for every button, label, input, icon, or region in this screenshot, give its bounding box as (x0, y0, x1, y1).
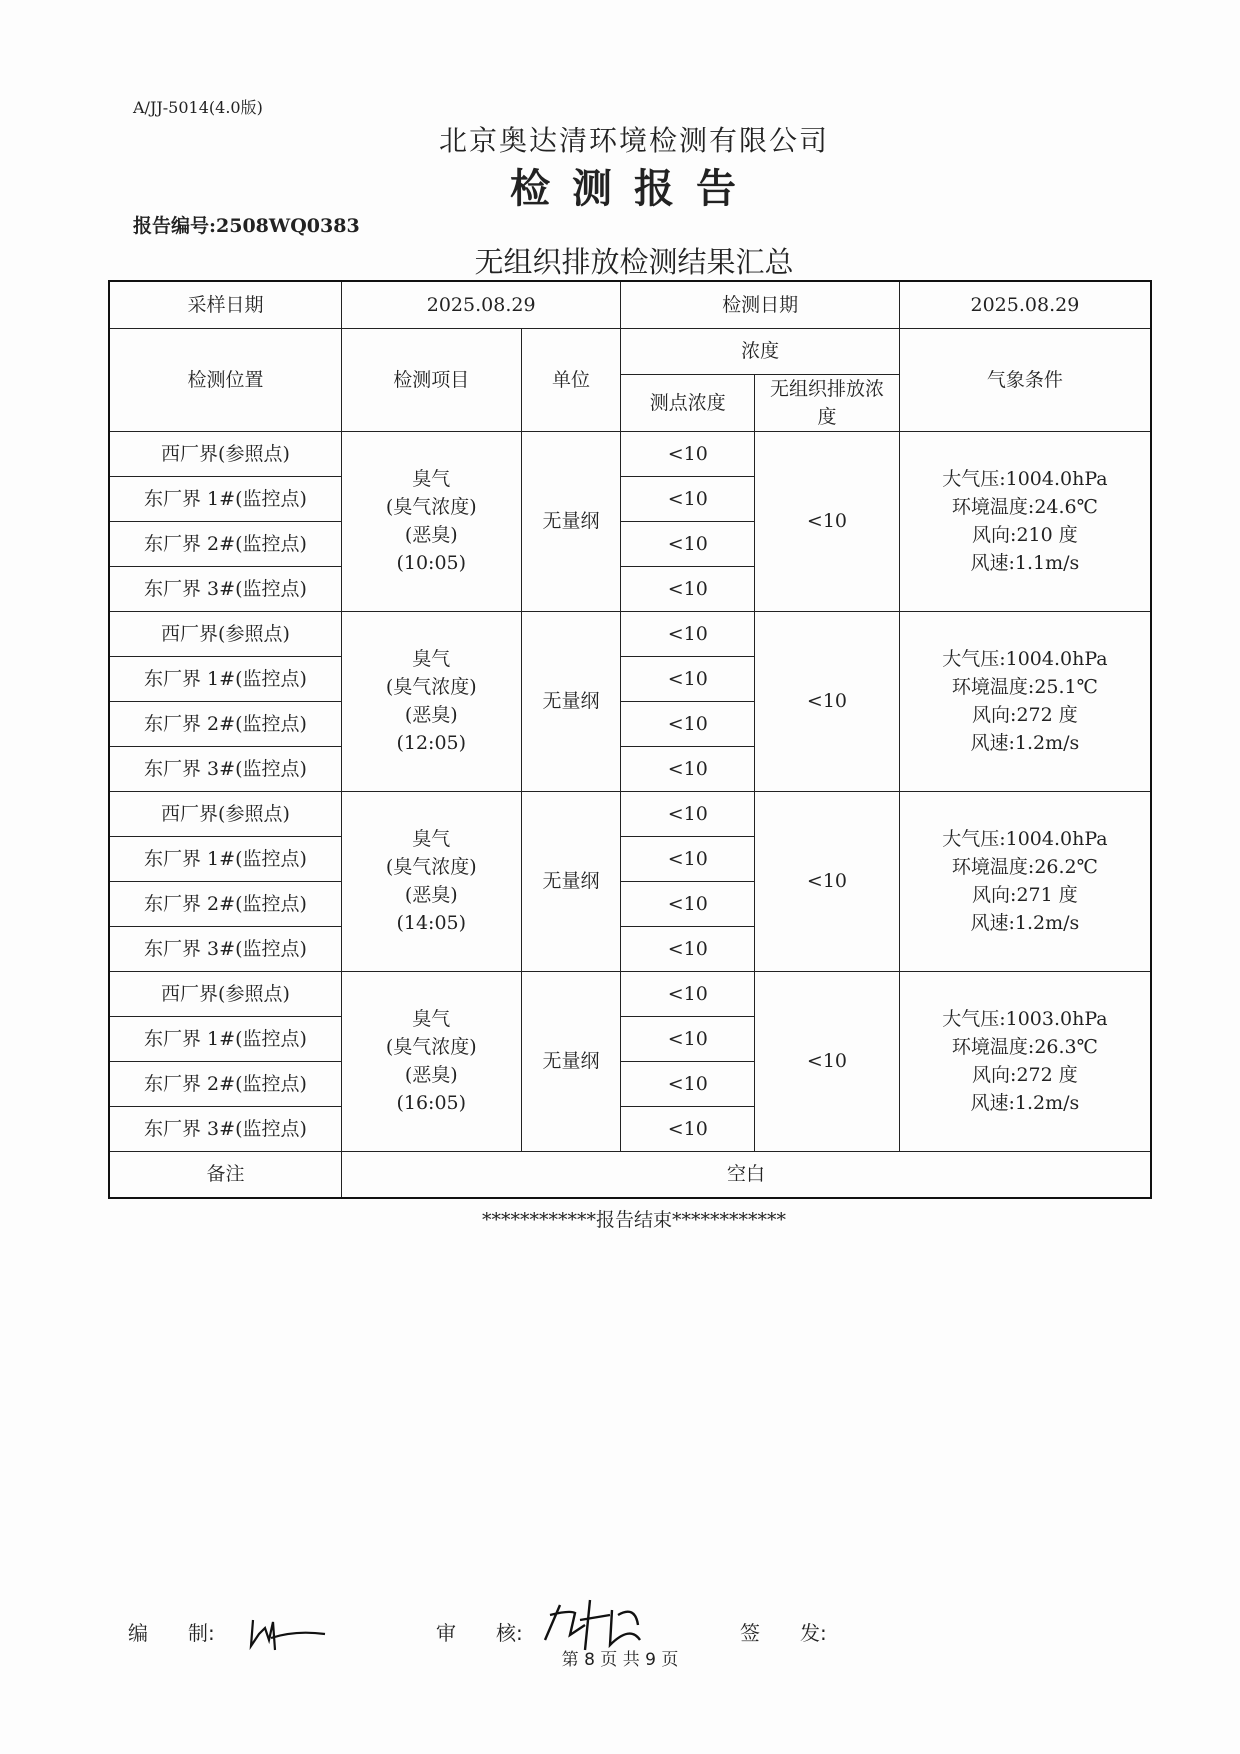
item-line: (臭气浓度) (385, 856, 477, 878)
weather-line: 大气压:1004.0hPa (942, 468, 1108, 490)
header-point-conc: 测点浓度 (621, 374, 755, 431)
weather-line: 环境温度:26.2℃ (951, 856, 1098, 878)
weather-line: 风向:271 度 (972, 884, 1078, 906)
item-line: (16:05) (396, 1092, 467, 1114)
item-line: 臭气 (412, 648, 451, 670)
remark-row (109, 1151, 1151, 1198)
table-row (109, 611, 1151, 656)
compiled-by-label: 编 制: (128, 1621, 215, 1645)
unit-cell: 无量纲 (521, 971, 621, 1151)
sampling-date: 2025.08.29 (341, 281, 620, 328)
item-line: (12:05) (396, 732, 467, 754)
item-line: (恶臭) (404, 704, 458, 726)
fugitive-conc-cell: <10 (755, 431, 900, 611)
remark-label: 备注 (109, 1151, 341, 1198)
weather-line: 风速:1.2m/s (970, 1092, 1080, 1114)
weather-cell (899, 431, 1151, 611)
header-item: 检测项目 (341, 328, 521, 431)
reviewer-signature (540, 1595, 650, 1655)
point-conc-cell: <10 (621, 656, 755, 701)
header-unit: 单位 (521, 328, 621, 431)
unit-cell: 无量纲 (521, 611, 621, 791)
location-cell: 东厂界 2#(监控点) (109, 521, 341, 566)
point-conc-cell: <10 (621, 881, 755, 926)
point-conc-cell: <10 (621, 836, 755, 881)
fugitive-conc-cell: <10 (755, 971, 900, 1151)
point-conc-cell: <10 (621, 971, 755, 1016)
item-line: 臭气 (412, 468, 451, 490)
reviewed-by-label: 审 核: (436, 1621, 523, 1645)
point-conc-cell: <10 (621, 521, 755, 566)
page-number: 第 8 页 共 9 页 (561, 1650, 679, 1670)
point-conc-cell: <10 (621, 566, 755, 611)
test-date: 2025.08.29 (899, 281, 1151, 328)
fugitive-conc-cell: <10 (755, 791, 900, 971)
unit-cell: 无量纲 (521, 791, 621, 971)
location-cell: 东厂界 1#(监控点) (109, 836, 341, 881)
form-code: A/JJ-5014(4.0版) (133, 98, 263, 117)
results-table (108, 280, 1152, 1199)
location-cell: 东厂界 2#(监控点) (109, 1061, 341, 1106)
item-line: (10:05) (396, 552, 467, 574)
location-cell: 东厂界 1#(监控点) (109, 476, 341, 521)
header-fugitive-conc: 无组织排放浓度 (755, 374, 900, 431)
location-cell: 西厂界(参照点) (109, 611, 341, 656)
weather-line: 风速:1.2m/s (970, 732, 1080, 754)
location-cell: 东厂界 3#(监控点) (109, 566, 341, 611)
table-title: 无组织排放检测结果汇总 (474, 245, 794, 279)
weather-line: 环境温度:25.1℃ (951, 676, 1098, 698)
compiler-signature (245, 1600, 335, 1660)
weather-cell (899, 971, 1151, 1151)
point-conc-cell: <10 (621, 1016, 755, 1061)
item-line: (恶臭) (404, 1064, 458, 1086)
document-title: 检测报告 (510, 166, 758, 212)
issuer-signature (850, 1560, 1050, 1720)
header-location: 检测位置 (109, 328, 341, 431)
point-conc-cell: <10 (621, 701, 755, 746)
location-cell: 东厂界 3#(监控点) (109, 926, 341, 971)
issued-by-label: 签 发: (740, 1621, 827, 1645)
weather-line: 风向:272 度 (972, 704, 1078, 726)
remark-value: 空白 (341, 1151, 1151, 1198)
location-cell: 东厂界 2#(监控点) (109, 881, 341, 926)
weather-line: 大气压:1004.0hPa (942, 828, 1108, 850)
weather-line: 风速:1.1m/s (970, 552, 1080, 574)
point-conc-cell: <10 (621, 791, 755, 836)
location-cell: 西厂界(参照点) (109, 431, 341, 476)
company-name: 北京奥达清环境检测有限公司 (438, 124, 829, 157)
weather-line: 环境温度:24.6℃ (951, 496, 1098, 518)
weather-line: 风向:210 度 (972, 524, 1078, 546)
unit-cell: 无量纲 (521, 431, 621, 611)
location-cell: 西厂界(参照点) (109, 971, 341, 1016)
table-row (109, 971, 1151, 1016)
header-weather: 气象条件 (899, 328, 1151, 431)
item-cell (341, 791, 521, 971)
point-conc-cell: <10 (621, 431, 755, 476)
item-line: 臭气 (412, 1008, 451, 1030)
weather-cell (899, 611, 1151, 791)
point-conc-cell: <10 (621, 1106, 755, 1151)
table-row (109, 791, 1151, 836)
item-line: (恶臭) (404, 884, 458, 906)
weather-line: 大气压:1004.0hPa (942, 648, 1108, 670)
point-conc-cell: <10 (621, 476, 755, 521)
item-line: (臭气浓度) (385, 676, 477, 698)
item-cell (341, 431, 521, 611)
item-line: (恶臭) (404, 524, 458, 546)
header-row (109, 328, 1151, 374)
location-cell: 东厂界 1#(监控点) (109, 656, 341, 701)
item-line: (臭气浓度) (385, 1036, 477, 1058)
report-number: 报告编号:2508WQ0383 (133, 215, 360, 237)
location-cell: 东厂界 1#(监控点) (109, 1016, 341, 1061)
weather-line: 风速:1.2m/s (970, 912, 1080, 934)
point-conc-cell: <10 (621, 1061, 755, 1106)
location-cell: 东厂界 3#(监控点) (109, 746, 341, 791)
weather-line: 环境温度:26.3℃ (951, 1036, 1098, 1058)
weather-cell (899, 791, 1151, 971)
date-row (109, 281, 1151, 328)
item-cell (341, 971, 521, 1151)
item-line: 臭气 (412, 828, 451, 850)
weather-line: 风向:272 度 (972, 1064, 1078, 1086)
header-concentration: 浓度 (621, 328, 899, 374)
weather-line: 大气压:1003.0hPa (942, 1008, 1108, 1030)
report-end-line: ************报告结束************ (481, 1209, 786, 1231)
point-conc-cell: <10 (621, 746, 755, 791)
fugitive-conc-cell: <10 (755, 611, 900, 791)
table-row (109, 431, 1151, 476)
item-line: (臭气浓度) (385, 496, 477, 518)
point-conc-cell: <10 (621, 611, 755, 656)
location-cell: 西厂界(参照点) (109, 791, 341, 836)
location-cell: 东厂界 2#(监控点) (109, 701, 341, 746)
point-conc-cell: <10 (621, 926, 755, 971)
location-cell: 东厂界 3#(监控点) (109, 1106, 341, 1151)
test-date-label: 检测日期 (621, 281, 899, 328)
item-line: (14:05) (396, 912, 467, 934)
item-cell (341, 611, 521, 791)
sampling-date-label: 采样日期 (109, 281, 341, 328)
